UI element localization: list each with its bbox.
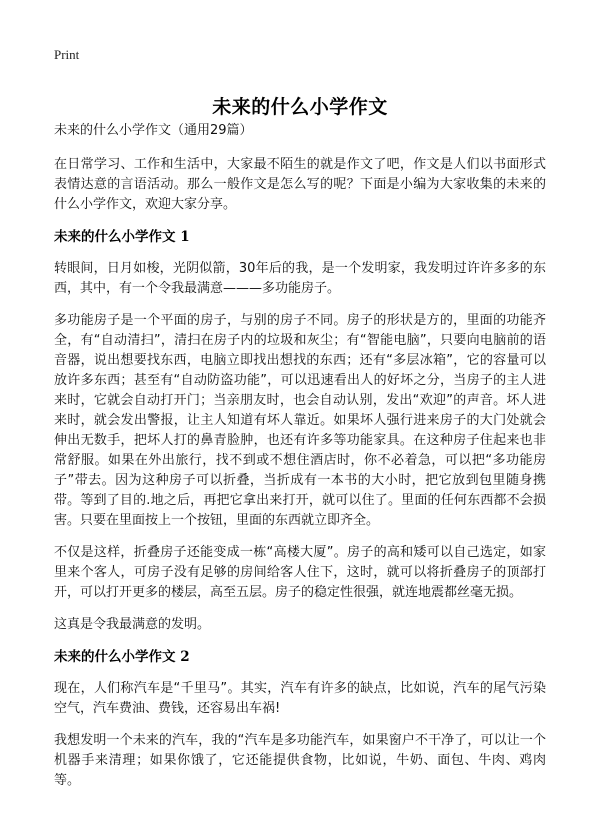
- section-paragraph: 不仅是这样，折叠房子还能变成一栋“高楼大厦”。房子的高和矮可以自己选定，如家里来个客人，可房子没有足够的房间给客人住下，这时，就可以将折叠房子的顶部打开，可以打开更多的楼层，高至五层。房子的稳定性很强，就连地震都丝毫无损。: [54, 545, 546, 600]
- document-subtitle: 未来的什么小学作文（通用29篇）: [54, 123, 253, 138]
- section-heading: 未来的什么小学作文 1: [54, 229, 190, 245]
- intro-paragraph: 在日常学习、工作和生活中，大家最不陌生的就是作文了吧，作文是人们以书面形式表情达意的言语活动。那么一般作文是怎么写的呢？下面是小编为大家收集的未来的什么小学作文，欢迎大家分享。: [54, 157, 546, 212]
- section-paragraph: 我想发明一个未来的汽车，我的“汽车是多功能汽车，如果窗户不干净了，可以让一个机器手来清理；如果你饿了，它还能提供食物，比如说，牛奶、面包、牛肉、鸡肉等。: [54, 733, 546, 788]
- section-paragraph: 多功能房子是一个平面的房子，与别的房子不同。房子的形状是方的，里面的功能齐全，有“自动清扫”，清扫在房子内的垃圾和灰尘；有“智能电脑”，只要向电脑前的语音器，说出想要找东西，电脑立即找出想找的东西；还有“多层冰箱”，它的容量可以放许多东西；甚至有“自动防盗功能”，可以迅速看出人的好坏之分，当房子的主人进来时，它就会自动打开门；当亲朋友时，也会自动认别，发出“欢迎”的声音。坏人进来时，就会发出警报，让主人知道有坏人靠近。如果坏人强行进来房子的大门处就会伸出无数手，把坏人打的鼻青脸肿，也还有许多等功能家具。在这种房子住起来也非常舒服。如果在外出旅行，找不到或不想住酒店时，你不必着急，可以把“多功能房子”带去。因为这种房子可以折叠，当折成有一本书的大小时，把它放到包里随身携带。等到了目的.地之后，再把它拿出来打开，就可以住了。里面的任何东西都不会损害。只要在里面按上一个按钮，里面的东西就立即齐全。: [54, 313, 546, 528]
- section-paragraph: 转眼间，日月如梭，光阴似箭，30年后的我，是一个发明家，我发明过许许多多的东西，其中，有一个令我最满意———多功能房子。: [54, 261, 546, 296]
- section-paragraph: 这真是令我最满意的发明。: [54, 617, 211, 632]
- document-body: [54, 121, 546, 803]
- section-paragraph: 现在，人们称汽车是“千里马”。其实，汽车有许多的缺点，比如说，汽车的尾气污染空气，汽车费油、费钱，还容易出车祸!: [54, 681, 546, 716]
- section-heading: 未来的什么小学作文 2: [54, 649, 190, 665]
- print-label: Print: [54, 47, 80, 62]
- page-title: 未来的什么小学作文: [212, 95, 388, 118]
